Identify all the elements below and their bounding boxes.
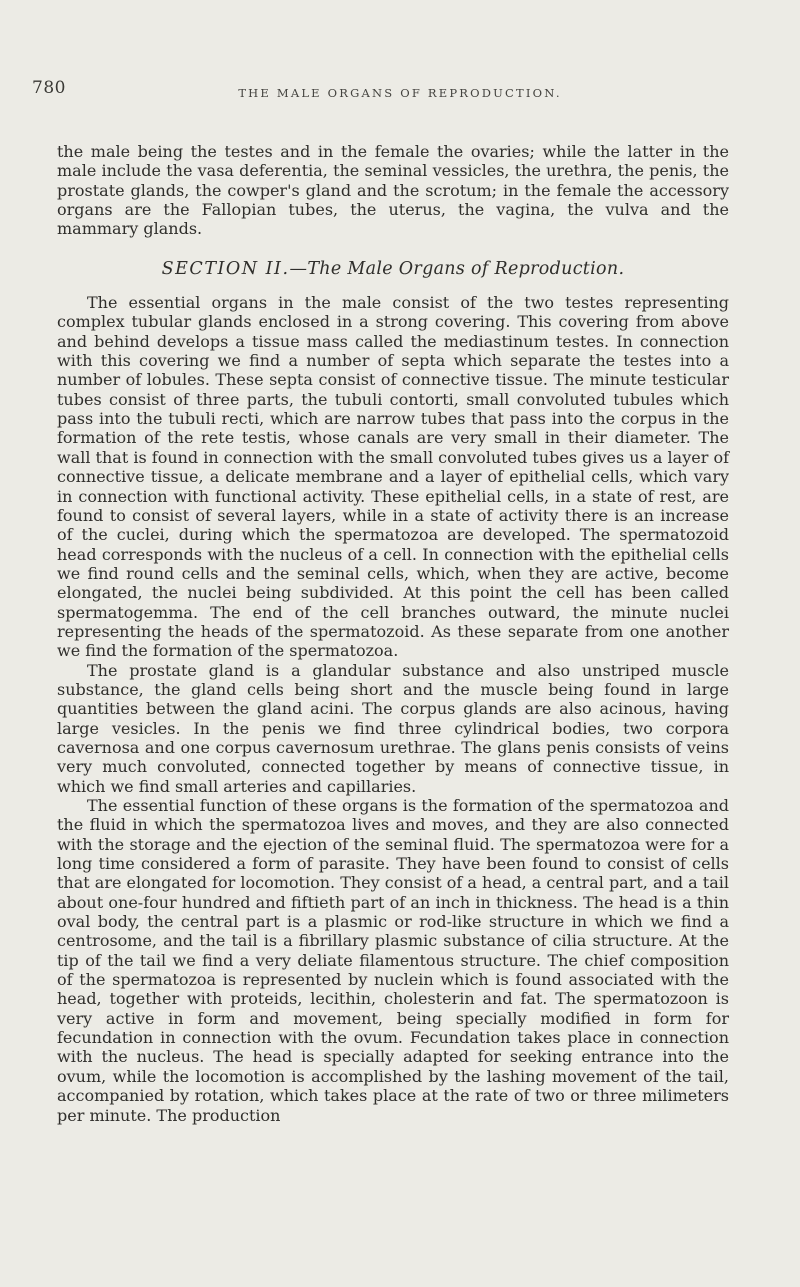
section-title: —The Male Organs of Reproduction. (289, 258, 625, 279)
section-label: SECTION II. (161, 258, 290, 279)
opening-paragraph: the male being the testes and in the female the ovaries; while the latter in the male include the vasa deferentia, the seminal vessicles, the urethra, the penis, the prostate glands, the cowper's gland and the scrotum; in the female the accessory organs are the Fallopian tubes, the uterus, the vagina, the vulva and the mammary glands. (57, 142, 729, 239)
paragraph-testes: The essential organs in the male consist of the two testes representing complex tubular glands enclosed in a strong covering. This covering from above and behind develops a tissue mass called the mediastinum testes. In connection with this covering we find a number of septa which separate the testes into a number of lobules. These septa consist of connective tissue. The minute testicular tubes consist of three parts, the tubuli contorti, small convoluted tubules which pass into the tubuli recti, which are narrow tubes that pass into the corpus in the formation of the rete testis, whose canals are very small in their diameter. The wall that is found in connection with the small convoluted tubes gives us a layer of connective tissue, a delicate membrane and a layer of epithelial cells, which vary in connection with functional activity. These epithelial cells, in a state of rest, are found to consist of several layers, while in a state of activity there is an increase of the cuclei, during which the spermatozoa are developed. The spermatozoid head corresponds with the nucleus of a cell. In connection with the epithelial cells we find round cells and the seminal cells, which, when they are active, become elongated, the nuclei being subdivided. At this point the cell has been called spermatogemma. The end of the cell branches outward, the minute nuclei representing the heads of the spermatozoid. As these separate from one another we find the formation of the spermatozoa. (57, 293, 729, 661)
paragraph-function: The essential function of these organs is the formation of the spermatozoa and the fluid in which the spermatozoa lives and moves, and they are also connected with the storage and the ejection of the seminal fluid. The spermatozoa were for a long time considered a form of parasite. They have been found to consist of cells that are elongated for locomotion. They consist of a head, a central part, and a tail about one-four hundred and fiftieth part of an inch in thickness. The head is a thin oval body, the central part is a plasmic or rod-like structure in which we find a centrosome, and the tail is a fibrillary plasmic substance of cilia structure. At the tip of the tail we find a very deliate filamentous structure. The chief composition of the spermatozoa is represented by nuclein which is found associated with the head, together with proteids, lecithin, cholesterin and fat. The spermatozoon is very active in form and movement, being specially modified in form for fecundation in connection with the ovum. Fecundation takes place in connection with the nucleus. The head is specially adapted for seeking entrance into the ovum, while the locomotion is accomplished by the lashing movement of the tail, accompanied by rotation, which takes place at the rate of two or three milimeters per minute. The production (57, 796, 729, 1125)
paragraph-prostate: The prostate gland is a glandular substance and also unstriped muscle substance, the gland cells being short and the muscle being found in large quantities between the gland acini. The corpus glands are also acinous, having large vesicles. In the penis we find three cylindrical bodies, two corpora cavernosa and one corpus cavernosum urethrae. The glans penis consists of veins very much convoluted, connected together by means of connective tissue, in which we find small arteries and capillaries. (57, 660, 729, 796)
section-heading (57, 260, 729, 279)
body-text (57, 142, 729, 1125)
running-head: THE MALE ORGANS OF REPRODUCTION. (238, 86, 562, 100)
page-number: 780 (32, 78, 66, 98)
